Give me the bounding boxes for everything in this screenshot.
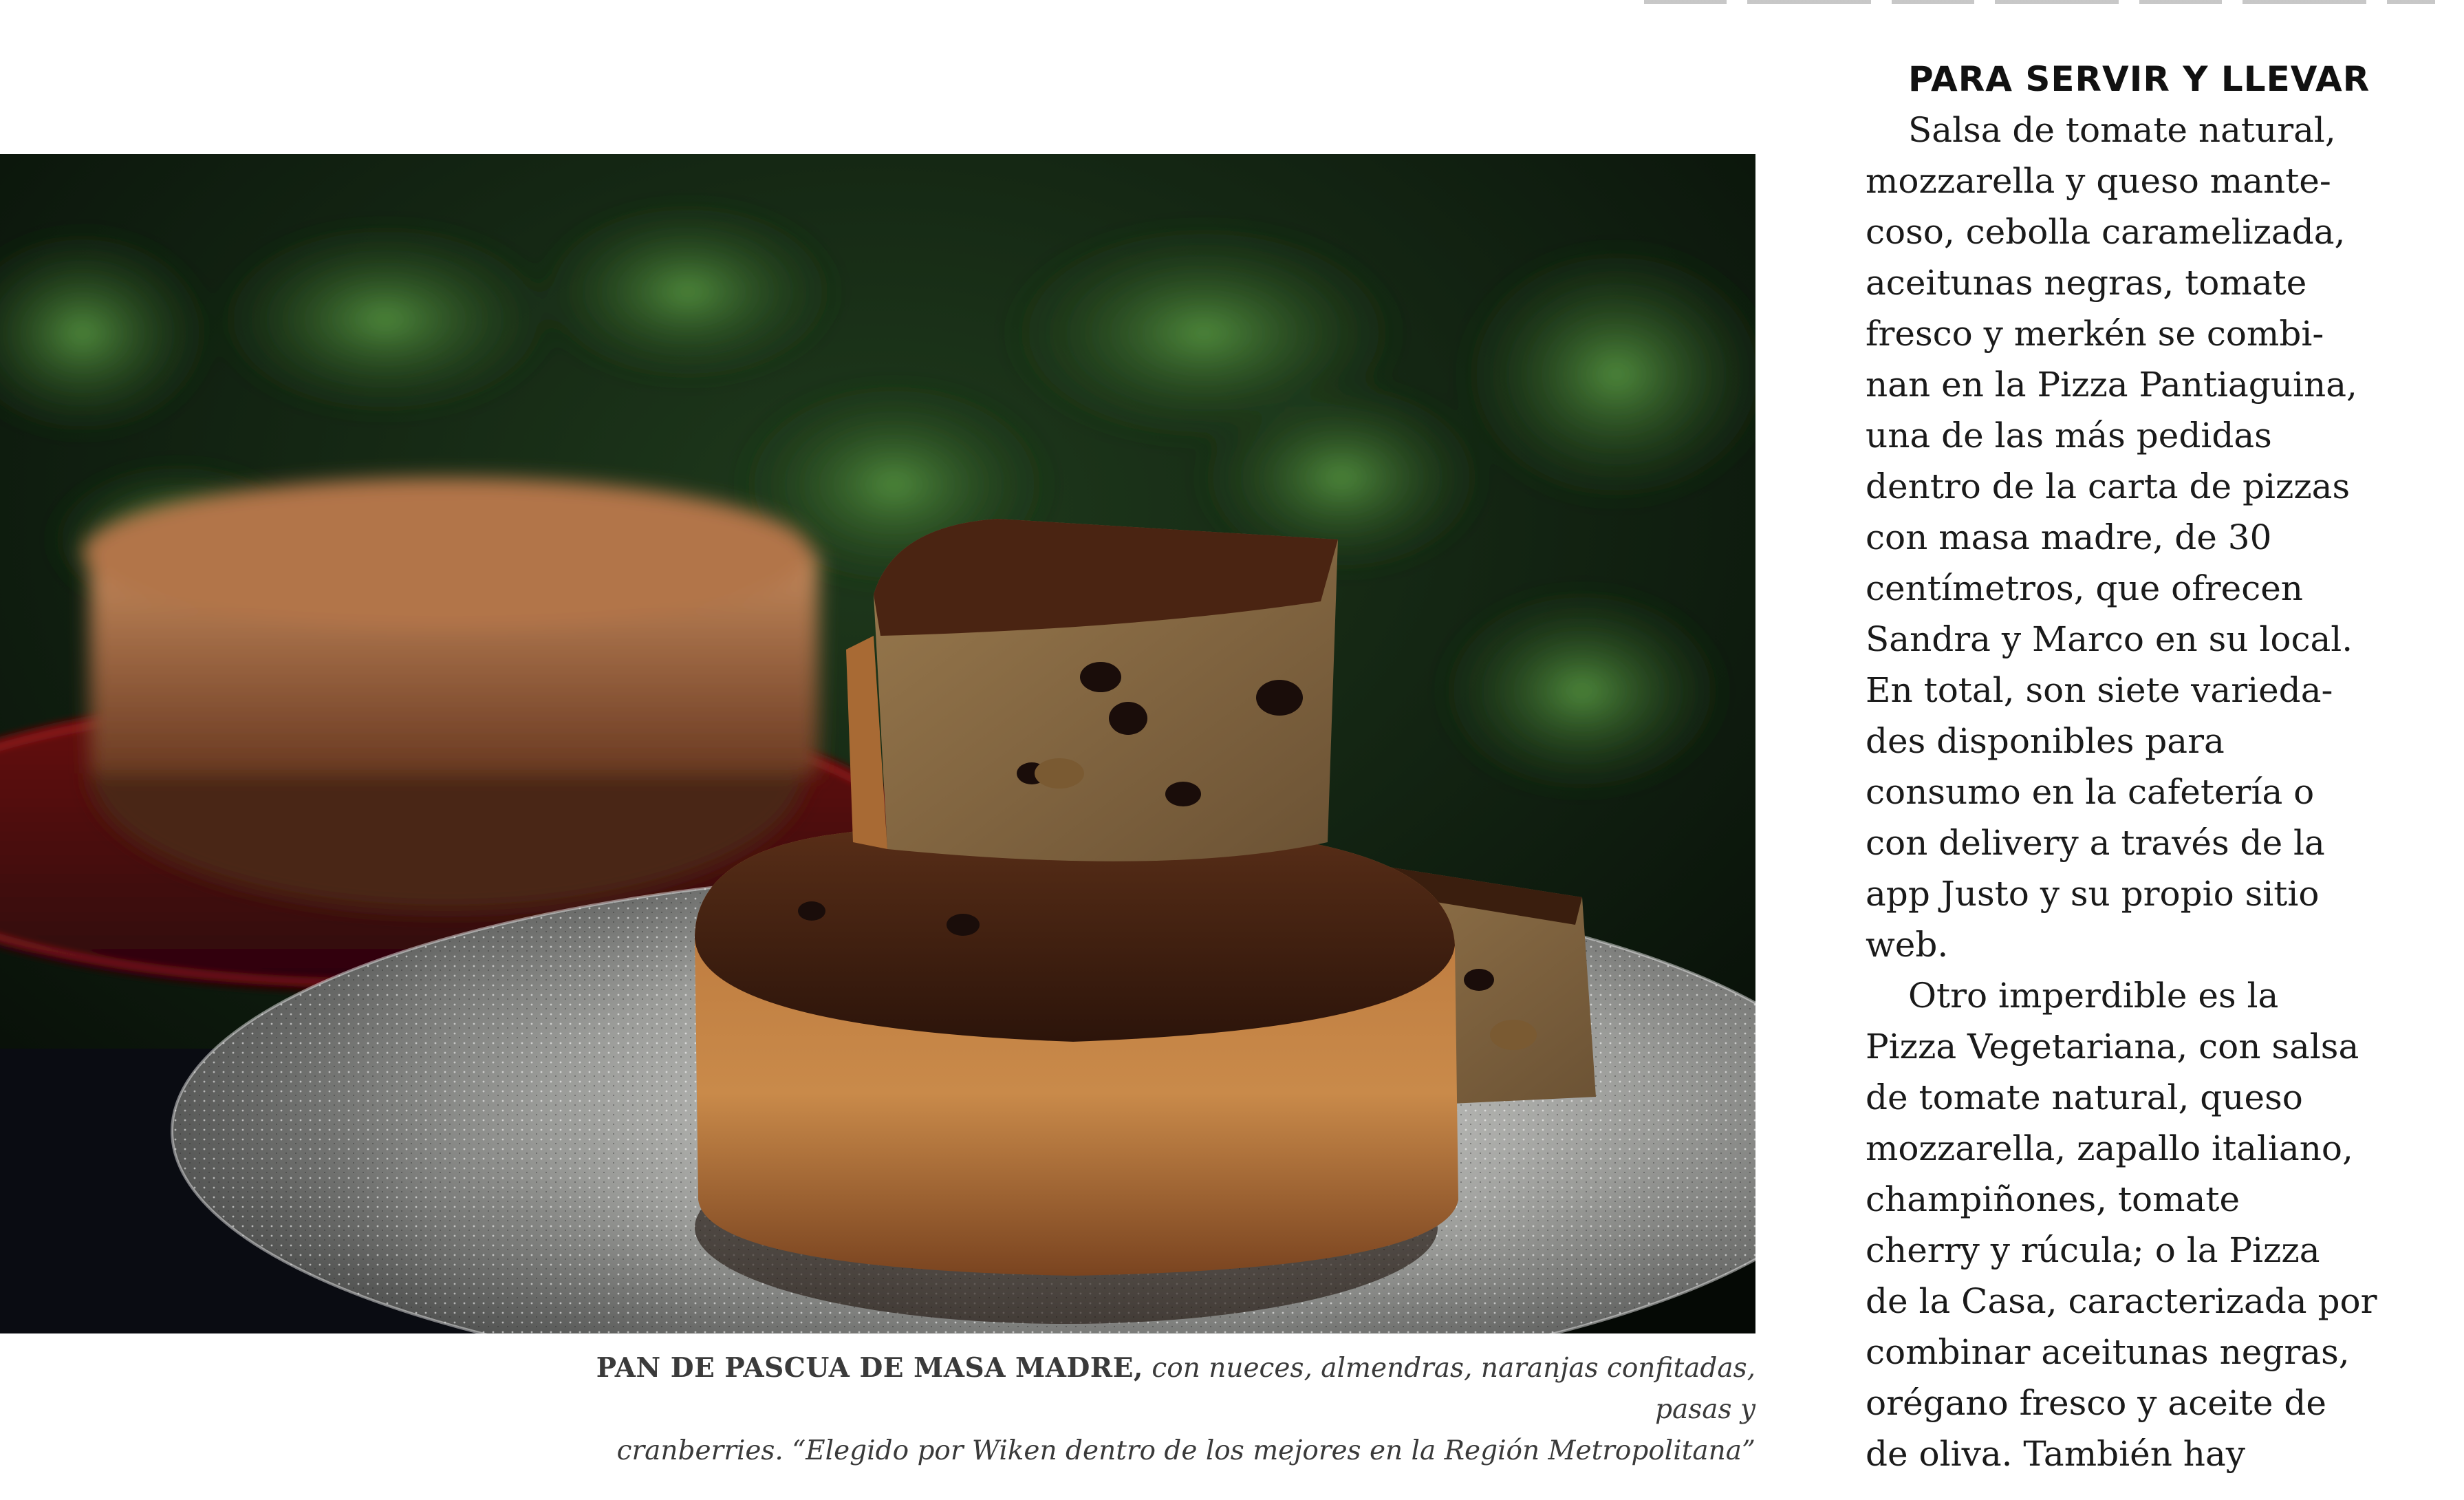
column-line: Salsa de tomate natural, [1908, 110, 2336, 150]
column-line: combinar aceitunas negras, [1866, 1332, 2350, 1372]
section-heading: PARA SERVIR Y LLEVAR [1908, 59, 2370, 99]
column-line: fresco y merkén se combi- [1866, 314, 2324, 354]
column-line: de la Casa, caracterizada por [1866, 1281, 2377, 1321]
photo-caption [523, 1347, 1755, 1472]
column-line: con masa madre, de 30 [1866, 517, 2272, 557]
caption-line-1 [523, 1347, 1755, 1431]
column-line: mozzarella y queso mante- [1866, 161, 2331, 201]
article-photo [0, 154, 1755, 1333]
column-line: mozzarella, zapallo italiano, [1866, 1128, 2353, 1168]
column-line: orégano fresco y aceite de [1866, 1383, 2326, 1423]
column-line: des disponibles para [1866, 721, 2225, 761]
column-line: de oliva. También hay [1866, 1434, 2246, 1474]
column-line: con delivery a través de la [1866, 823, 2325, 863]
column-line: En total, son siete varieda- [1866, 670, 2333, 710]
column-line: aceitunas negras, tomate [1866, 263, 2307, 303]
column-line: una de las más pedidas [1866, 416, 2272, 456]
photo-illustration [0, 154, 1755, 1333]
column-line: web. [1866, 925, 1949, 965]
column-line: de tomate natural, queso [1866, 1078, 2303, 1117]
cut-off-text-fragment [1644, 0, 2435, 4]
column-line: dentro de la carta de pizzas [1866, 467, 2350, 506]
column-line: consumo en la cafetería o [1866, 772, 2315, 812]
article-column [1866, 54, 2430, 1479]
caption-line-2: cranberries. “Elegido por Wiken dentro de los mejores en la Región Metropolitana” [616, 1435, 1755, 1466]
column-line: Pizza Vegetariana, con salsa [1866, 1027, 2359, 1067]
column-line: Otro imperdible es la [1908, 976, 2279, 1016]
caption-lead: PAN DE PASCUA DE MASA MADRE, [596, 1352, 1143, 1384]
column-line: app Justo y su propio sitio [1866, 874, 2320, 914]
column-line: nan en la Pizza Pantiaguina, [1866, 365, 2357, 405]
column-line: Sandra y Marco en su local. [1866, 619, 2353, 659]
column-line: champiñones, tomate [1866, 1179, 2240, 1219]
column-line: centímetros, que ofrecen [1866, 568, 2304, 608]
column-line: cherry y rúcula; o la Pizza [1866, 1230, 2320, 1270]
caption-rest: con nueces, almendras, naranjas confitadas, pasas y [1143, 1353, 1755, 1425]
column-line: coso, cebolla caramelizada, [1866, 212, 2346, 252]
